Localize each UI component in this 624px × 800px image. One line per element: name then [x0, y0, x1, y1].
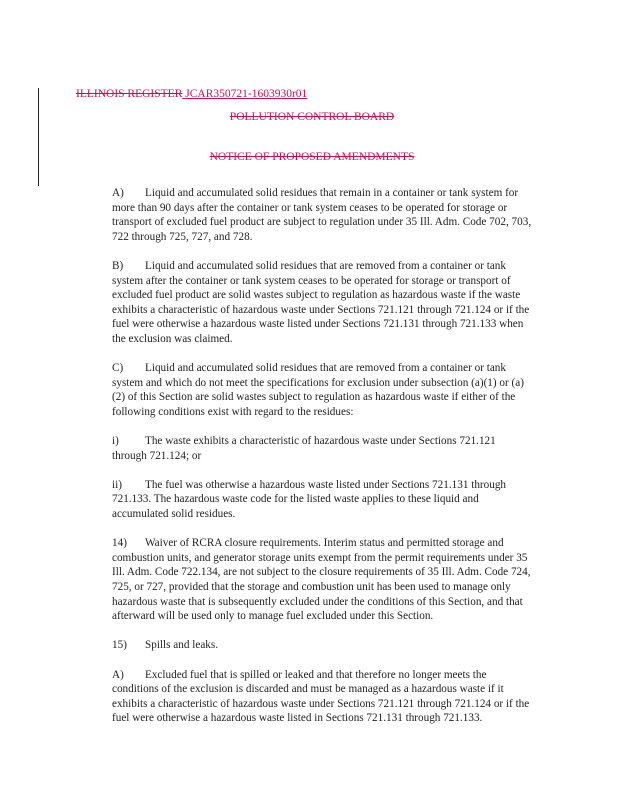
paragraph: A) Excluded fuel that is spilled or leaked and that therefore no longer meets the conditions of the exclusion is discarded and must be managed as a hazardous waste if it exhibits a characteristic of hazardous waste under Sections 721.121 through 721.124 or if the fuel were otherwise a hazardous waste listed in Sections 721.131 through 721.133.	[112, 668, 530, 725]
paragraph: i) The waste exhibits a characteristic of hazardous waste under Sections 721.121 through 721.124; or	[112, 435, 496, 462]
jcar-id: JCAR350721-1603930r01	[185, 88, 308, 100]
paragraph: A) Liquid and accumulated solid residues that remain in a container or tank system for more than 90 days after the container or tank system ceases to be operated for storage or transport of excluded fuel product are subject to regulation under 35 Ill. Adm. Code 702, 703, 722 through 725, 727, and 728.	[112, 187, 532, 243]
revision-change-bar	[38, 88, 39, 186]
document-body	[112, 186, 532, 741]
paragraph: ii) The fuel was otherwise a hazardous waste listed under Sections 721.131 through 721.133. The hazardous waste code for the listed waste applies to these liquid and accumulated solid residues.	[112, 478, 507, 521]
paragraph: 14) Waiver of RCRA closure requirements. Interim status and permitted storage and combustion units, and generator storage units exempt from the permit requirements under 35 Ill. Adm. Code 722.134, are not subject to the closure requirements of 35 Ill. Adm. Code 724, 725, or 727, provided that the storage and combustion unit has been used to manage only hazardous waste that is subsequently excluded under the conditions of this Section, and that afterward will be used only to manage fuel excluded under this Section.	[112, 537, 531, 623]
register-header	[76, 88, 307, 100]
register-title-struck: ILLINOIS REGISTER	[76, 88, 183, 100]
paragraph: B) Liquid and accumulated solid residues that are removed from a container or tank system after the container or tank system ceases to be operated for storage or transport of excluded fuel product are solid wastes subject to regulation as hazardous waste if the waste exhibits a characteristic of hazardous waste under Sections 721.121 through 721.124 or if the fuel were otherwise a hazardous waste listed under Sections 721.131 through 721.133 when the exclusion was claimed.	[112, 259, 530, 345]
board-title: POLLUTION CONTROL BOARD	[229, 111, 395, 123]
paragraph: C) Liquid and accumulated solid residues that are removed from a container or tank system and which do not meet the specifications for exclusion under subsection (a)(1) or (a)(2) of this Section are solid wastes subject to regulation as hazardous waste if either of the following conditions exist with regard to the residues:	[112, 362, 524, 418]
notice-title: NOTICE OF PROPOSED AMENDMENTS	[209, 151, 415, 163]
paragraph: 15) Spills and leaks.	[112, 639, 219, 652]
